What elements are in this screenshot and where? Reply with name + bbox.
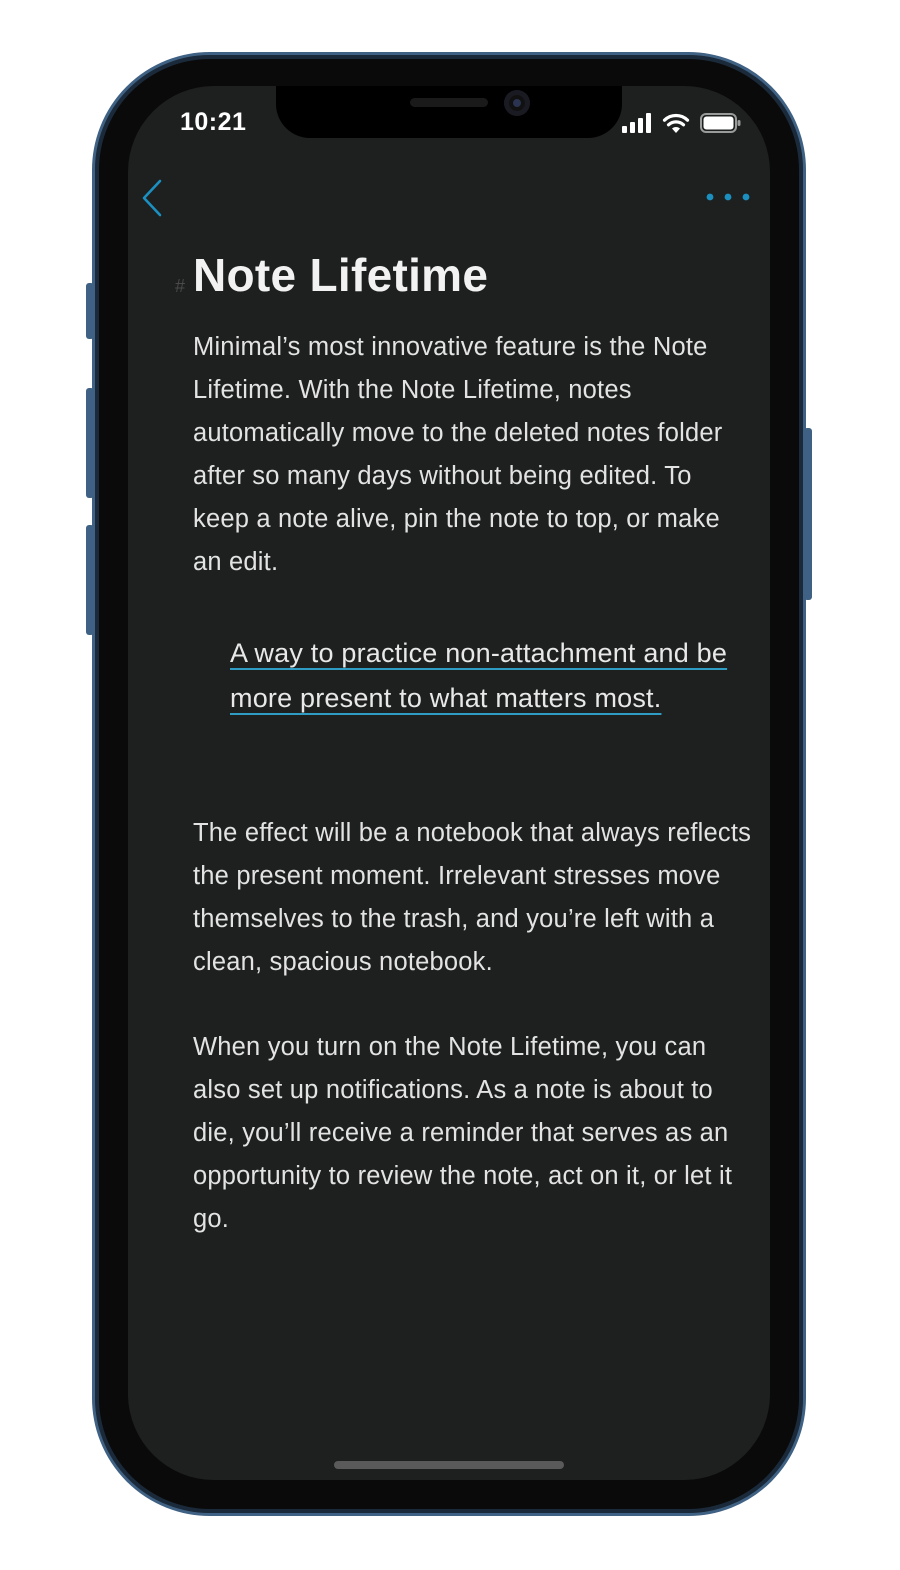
battery-icon (700, 112, 742, 134)
heading-marker: # (175, 276, 186, 296)
volume-up-button (86, 388, 94, 498)
volume-down-button (86, 525, 94, 635)
ellipsis-icon (704, 182, 752, 212)
chevron-left-icon (134, 176, 178, 220)
quote-link-text[interactable]: A way to practice non-attachment and be more present to what matters most. (230, 638, 728, 713)
home-indicator[interactable] (334, 1461, 564, 1469)
app-screen (128, 86, 770, 1480)
wifi-icon (662, 112, 690, 134)
notch (276, 86, 622, 138)
back-button[interactable] (134, 176, 178, 220)
mute-switch (86, 283, 94, 339)
note-title[interactable]: Note Lifetime (193, 249, 489, 301)
front-camera (504, 90, 530, 116)
status-icons (622, 112, 742, 134)
status-time: 10:21 (180, 108, 247, 136)
more-options-button[interactable] (704, 182, 752, 216)
note-paragraph-2[interactable]: The effect will be a notebook that always reflects the present moment. Irrelevant stresses move themselves to the trash, and you’re left with a clean, spacious notebook. (193, 819, 752, 976)
note-link-quote[interactable] (230, 631, 730, 721)
speaker-grille (410, 98, 488, 107)
note-paragraph-3[interactable]: When you turn on the Note Lifetime, you can also set up notifications. As a note is about to die, you’ll receive a reminder that serves as an opportunity to review the note, act on it, or let it go. (193, 1033, 733, 1233)
note-paragraph-1[interactable]: Minimal’s most innovative feature is the Note Lifetime. With the Note Lifetime, notes automatically move to the deleted notes folder after so many days without being edited. To keep a note alive, pin the note to top, or make an edit. (193, 333, 723, 576)
power-button (804, 428, 812, 600)
cellular-signal-icon (622, 113, 652, 133)
